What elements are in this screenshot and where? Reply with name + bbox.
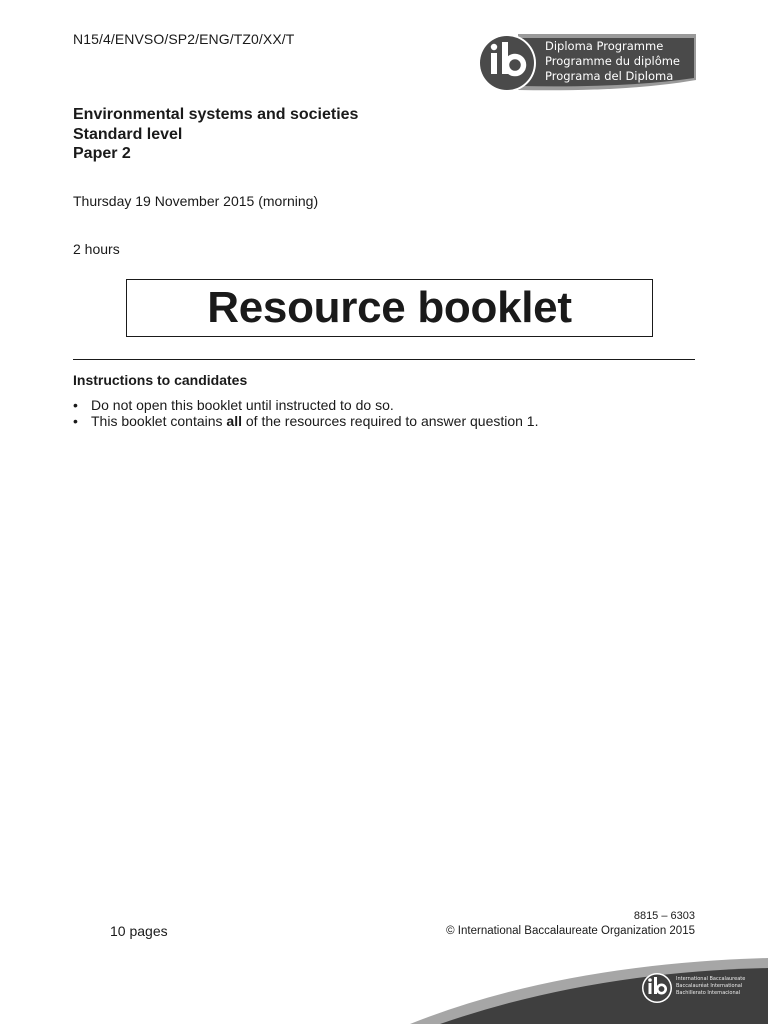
instruction-text-end: of the resources required to answer question 1. <box>241 413 539 429</box>
document-number: 8815 – 6303 <box>633 910 695 922</box>
footer-swoosh <box>0 950 768 1024</box>
bullet: • <box>73 413 78 429</box>
paper-number: Paper 2 <box>73 145 131 162</box>
instruction-item <box>73 397 539 413</box>
instructions-list <box>73 397 539 429</box>
instructions-heading: Instructions to candidates <box>73 372 248 388</box>
instruction-text: Do not open this booklet until instructed to do so. <box>91 397 394 413</box>
organization-name-en: International Baccalaureate <box>676 976 746 982</box>
bullet: • <box>73 397 78 413</box>
exam-duration: 2 hours <box>73 241 120 257</box>
subject-block <box>73 105 358 164</box>
divider <box>73 359 695 360</box>
booklet-title: Resource booklet <box>207 283 572 332</box>
subject-level: Standard level <box>73 125 183 143</box>
programme-name-en: Diploma Programme <box>545 39 664 53</box>
exam-date: Thursday 19 November 2015 (morning) <box>73 193 319 209</box>
title-box <box>126 279 653 337</box>
organization-name-fr: Baccalauréat International <box>676 983 743 989</box>
organization-name-es: Bachillerato Internacional <box>676 990 741 996</box>
page-count: 10 pages <box>110 923 168 939</box>
instruction-emphasis: all <box>226 413 242 429</box>
programme-name-es: Programa del Diploma <box>545 69 674 83</box>
instruction-text-start: This booklet contains <box>91 413 227 429</box>
footer-swoosh-graphic <box>0 950 768 1024</box>
subject-name: Environmental systems and societies <box>73 106 359 123</box>
programme-name-fr: Programme du diplôme <box>545 54 681 68</box>
ib-logo <box>478 34 696 92</box>
copyright: © International Baccalaureate Organization 2015 <box>446 925 695 937</box>
programme-names <box>545 39 680 84</box>
paper-code: N15/4/ENVSO/SP2/ENG/TZ0/XX/T <box>73 31 295 47</box>
instruction-item <box>73 413 539 429</box>
organization-names <box>676 976 745 997</box>
